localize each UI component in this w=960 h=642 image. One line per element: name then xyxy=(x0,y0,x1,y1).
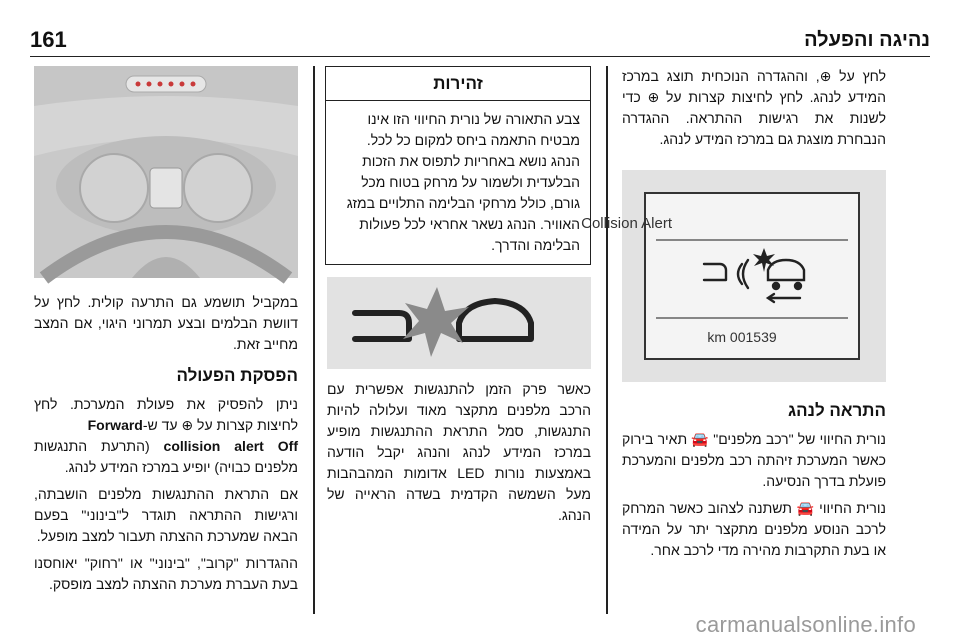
warning-box xyxy=(325,66,591,265)
warning-text: צבע התאורה של נורית החיווי הזו אינו מבטיח התאמה ביחס למקום כל לכל. הנהג נושא באחריות לתפוס את הזכות הבלעדית ולשמור על מרחק בטוח מכל גורם, כולל מרחקי הבלימה התלויים במזג האוויר. הנהג נשאר אחראי לכל פעולות הבלימה והדרך. xyxy=(346,111,580,253)
dashboard-figure xyxy=(34,66,298,278)
collision-symbol-figure xyxy=(327,277,591,369)
collision-warning-icon xyxy=(704,260,804,302)
collision-explanation: כאשר פרק הזמן להתנגשות אפשרית עם הרכב מלפנים מתקצר מאוד ועלולה להיות התנגשות, סמל התראת ההתנגשות מופיע במרכז המידע לנהג והנהג יקבל הודעה באמצעות נורות LED אדומות המהבהבות מעל השמשה הקדמית בשדה הראייה של הנהג. xyxy=(327,381,591,523)
alert-paragraph-1: נורית החיווי של "רכב מלפנים" 🚘 תאיר בירוק כאשר המערכת זיהתה רכב מלפנים והמערכת פועלת בדרך הנסיעה. xyxy=(622,431,886,489)
collision-alert-screen-art xyxy=(581,194,858,358)
column-divider xyxy=(313,66,315,614)
impact-star-icon xyxy=(753,248,775,272)
alert-paragraph-2: נורית החיווי 🚘 תשתנה לצהוב כאשר המרחק לרכב הנוסע מלפנים מתקצר יתר על המידה או בעת התקרבות מהירה מדי לרכב אחר. xyxy=(622,500,886,558)
display-screen xyxy=(581,192,860,360)
deactivation-text-end: (התרעת התנגשות מלפנים כבויה) יופיע במרכז המידע לנהג. xyxy=(34,438,298,475)
watermark: carmanualsonline.info xyxy=(695,612,916,637)
left-paragraph-3: אם התראת ההתנגשות מלפנים הושבתה, ורגישות ההתראה תוגדר ל"בינוני" בפעם הבאה שמערכת ההצתה תעבור למצב מופעל. xyxy=(34,486,298,544)
page-number: 161 xyxy=(30,27,67,52)
forward-label: Forward xyxy=(87,417,143,433)
page-header xyxy=(30,24,930,57)
dashboard-art xyxy=(34,66,298,278)
collision-alert-off-label: collision alert Off xyxy=(163,438,298,454)
section-title: נהיגה והפעלה xyxy=(804,28,930,51)
left-column xyxy=(34,66,298,601)
right-column xyxy=(581,66,886,567)
alert-heading: התראה לנהג xyxy=(788,401,886,420)
middle-column xyxy=(327,66,591,532)
odometer-readout: 001539 km xyxy=(707,329,777,345)
left-paragraph-2 xyxy=(34,394,298,478)
left-paragraph-1: במקביל תושמע גם התרעה קולית. לחץ על דוושת הבלמים ובצע תמרוני היגוי, אם המצב מחייב זאת. xyxy=(34,294,298,352)
warning-title: זהירות xyxy=(326,67,590,101)
intro-text: לחץ על ⊕, וההגדרה הנוכחית תוצג במרכז המידע לנהג. לחץ לחיצות קצרות על ⊕ כדי לשנות את רגישות ההתראה. ההגדרה הנבחרת מוצגת גם במרכז המידע לנהג. xyxy=(622,68,886,147)
left-paragraph-4: ההגדרות "קרוב", "בינוני" או "רחוק" יאוחסנו בעת העברת מערכת ההצתה למצב מופסק. xyxy=(34,555,298,592)
column-divider xyxy=(606,66,608,614)
deactivation-text-start: ניתן להפסיק את פעולת המערכת. לחץ לחיצות קצרות על ⊕ עד ש- xyxy=(34,396,298,433)
display-title: Collision Alert xyxy=(581,215,672,232)
deactivation-heading: הפסקת הפעולה xyxy=(176,366,298,385)
collision-symbol-art xyxy=(327,277,591,369)
driver-info-display-figure xyxy=(581,170,886,382)
